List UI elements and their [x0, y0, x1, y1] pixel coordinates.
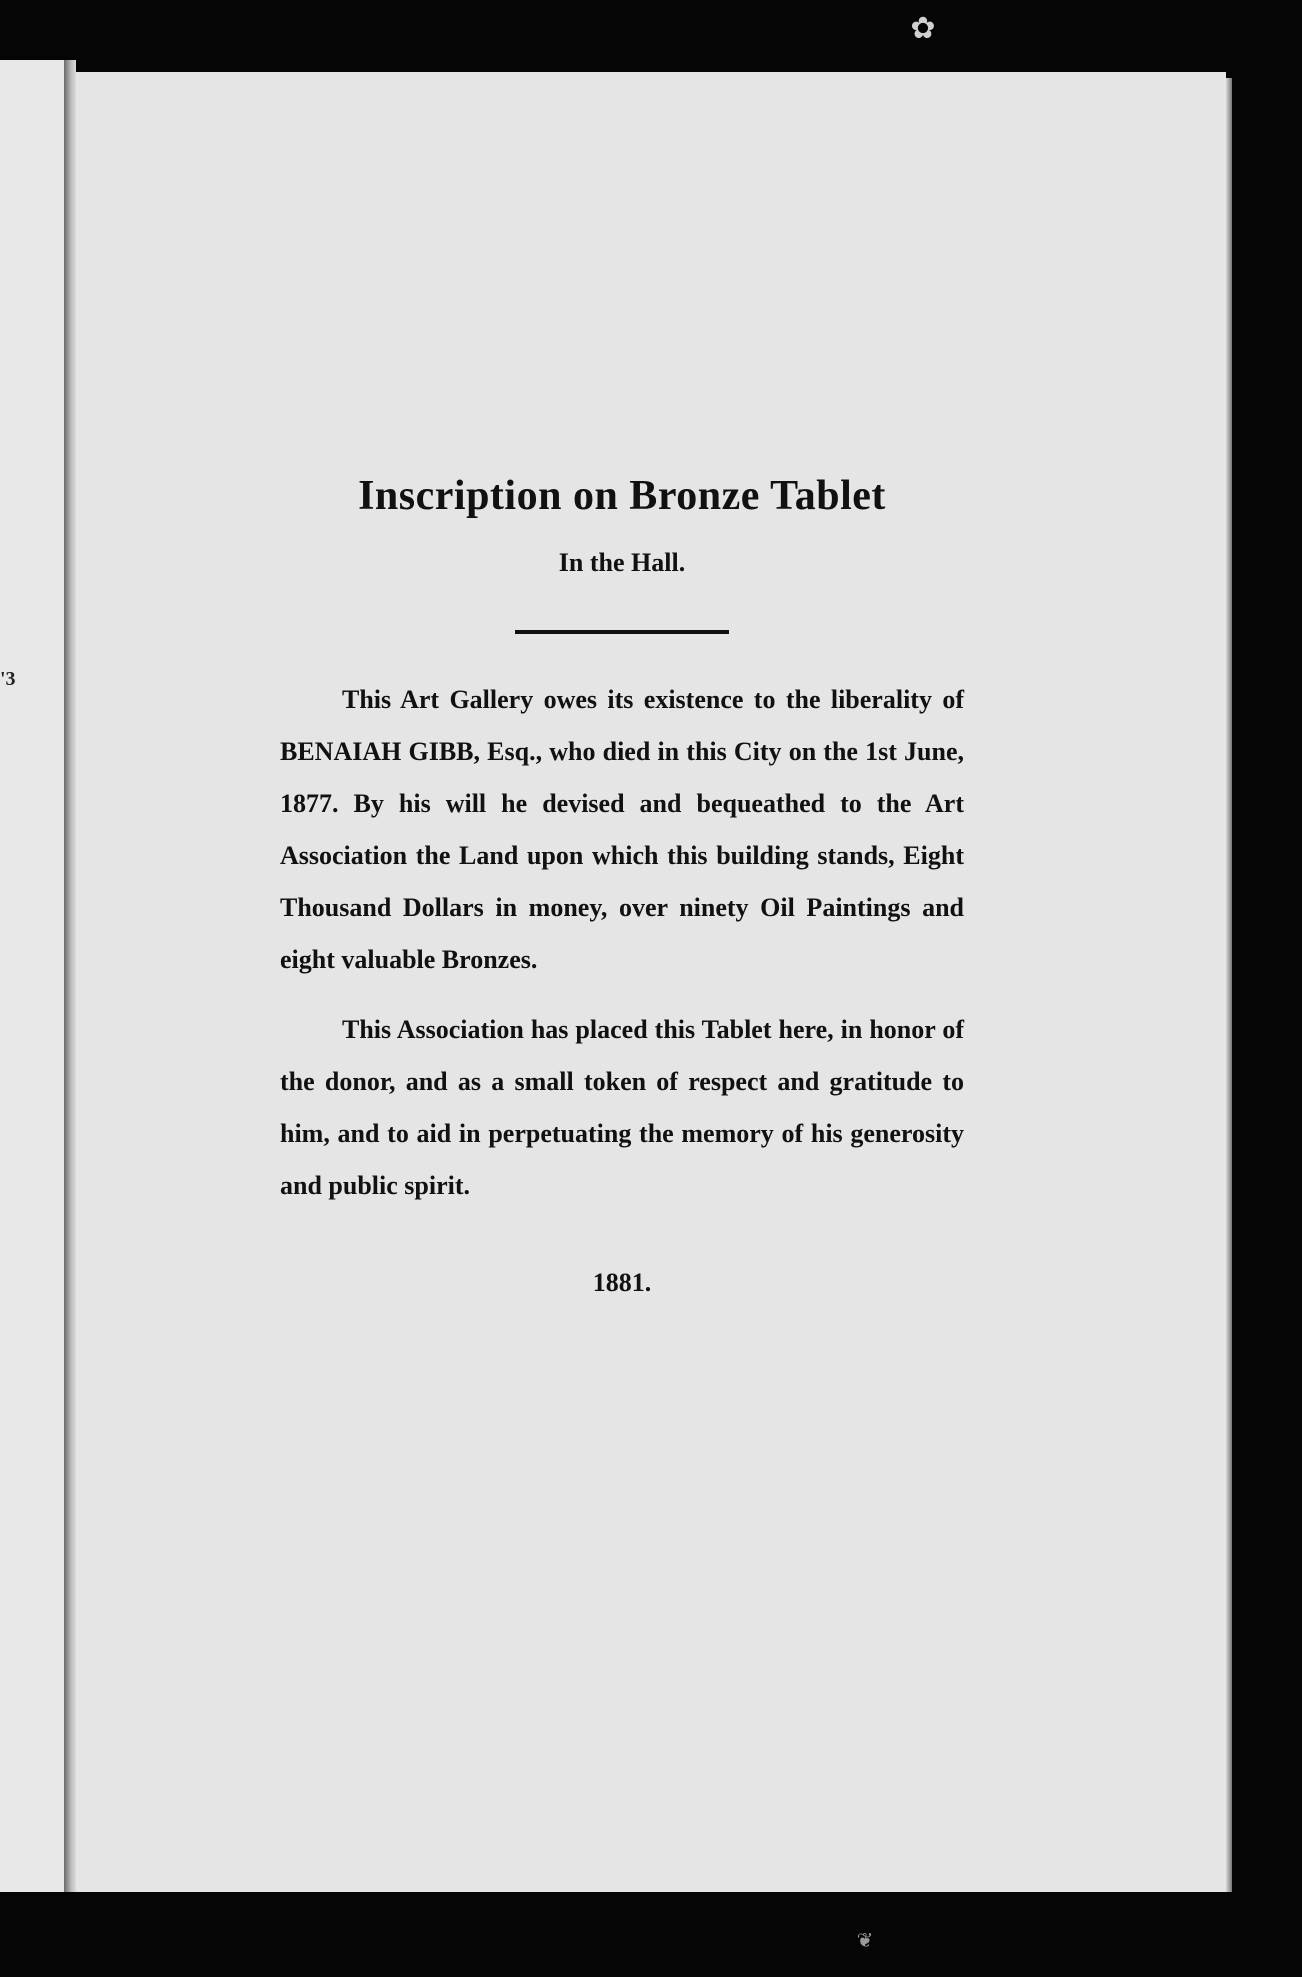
bottom-smudge-icon: ❦ [856, 1930, 874, 1952]
page-title: Inscription on Bronze Tablet [358, 473, 886, 519]
page-gutter [64, 60, 76, 1892]
page-content [280, 472, 964, 1298]
page-edge-shadow [1226, 78, 1232, 1892]
inscription-paragraph-1 [280, 674, 964, 986]
paragraph-2-text: This Association has placed this Tablet here, in honor of the donor, and as a small token of respect and gratitude to him, and to aid in perpetuating the memory of his generosity and public spirit. [280, 1015, 964, 1200]
binding-mark-icon: ✿ [910, 12, 936, 45]
left-page-fragment: '3 [0, 668, 16, 690]
inscription-year: 1881. [592, 1268, 652, 1297]
page-subtitle: In the Hall. [558, 548, 686, 577]
divider-rule [515, 630, 729, 634]
left-page-edge [0, 60, 68, 1892]
paragraph-1-text: This Art Gallery owes its existence to the liberality of BENAIAH GIBB, Esq., who died in this City on the 1st June, 1877. By his will he devised and bequeathed to the Art Association the Land upon which this building stands, Eight Thousand Dollars in money, over ninety Oil Paintings and eight valuable Bronzes. [280, 685, 964, 974]
inscription-paragraph-2 [280, 1004, 964, 1212]
